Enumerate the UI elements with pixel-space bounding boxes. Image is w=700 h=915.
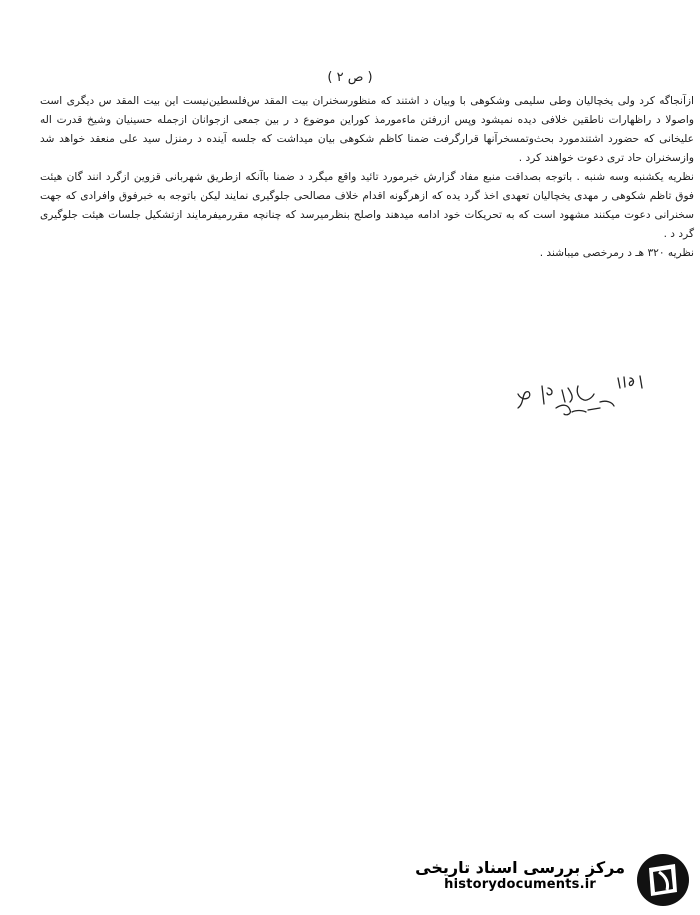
page-number: ( ص ۲ ) [327, 70, 373, 85]
handwritten-signature [500, 372, 660, 428]
paragraph-2: نظریه یکشنبه وسه شنبه . باتوجه بصداقت منبع مفاد گزارش خبرمورد تائید واقع میگرد د ضمنا باآنکه ازطریق شهربانی قزوین ازگرد انند گان هیئت فوق تا‌ظم شکوهی ر مهدی یخچالیان تعهدی اخذ گرد یده که ازهرگونه اقدام خلاف مصالحی جلوگیری نمایند لیکن باتوجه به خبرفوق وافرادی که جهت سخنرانی دعوت میکنند مشهود است که به تحریکات خود ادامه میدهند واصلح بنظرمیرسد که چنانچه مقررمیفرمایند ازتشکیل جلسات هیئت جلوگیری گرد د . [40, 171, 694, 240]
paragraph-1: ازآنجاگه کرد ولی یخچالیان وطی سلیمی وشکوهی با وبیان د اشتند که منظورسخنران بیت المقد س‌فلسطین‌نیست این بیت المقد س دیگری است واصولا د راظهارات ناطقین خلافی دیده نمیشود وپس ازرفتن ماءمورمذ کوراین موضوع د ر بین جمعی ازجوانان ازجمله حسینیان وشیخ قدرت اله علیخانی که حضورد اشتندمورد بحث‌وتمسخرآنها قرارگرفت ضمنا کاظم شکوهی بیان میداشت که جلسه آینده د رمنزل سید علی منعقد خواهد شد وازسخنران حاد تری دعوت خواهند کرد . [40, 95, 694, 164]
watermark-url: historydocuments.ir [444, 877, 596, 892]
document-logo-icon [635, 852, 691, 908]
watermark [412, 852, 697, 910]
watermark-text [415, 858, 625, 892]
signature-icon [500, 372, 660, 428]
paragraph-3: نظریه ۳۲۰ هـ د رمرخصی میباشند . [539, 247, 694, 259]
document-body [40, 92, 694, 263]
watermark-name: مرکز بررسی اسناد تاریخی [415, 858, 625, 877]
